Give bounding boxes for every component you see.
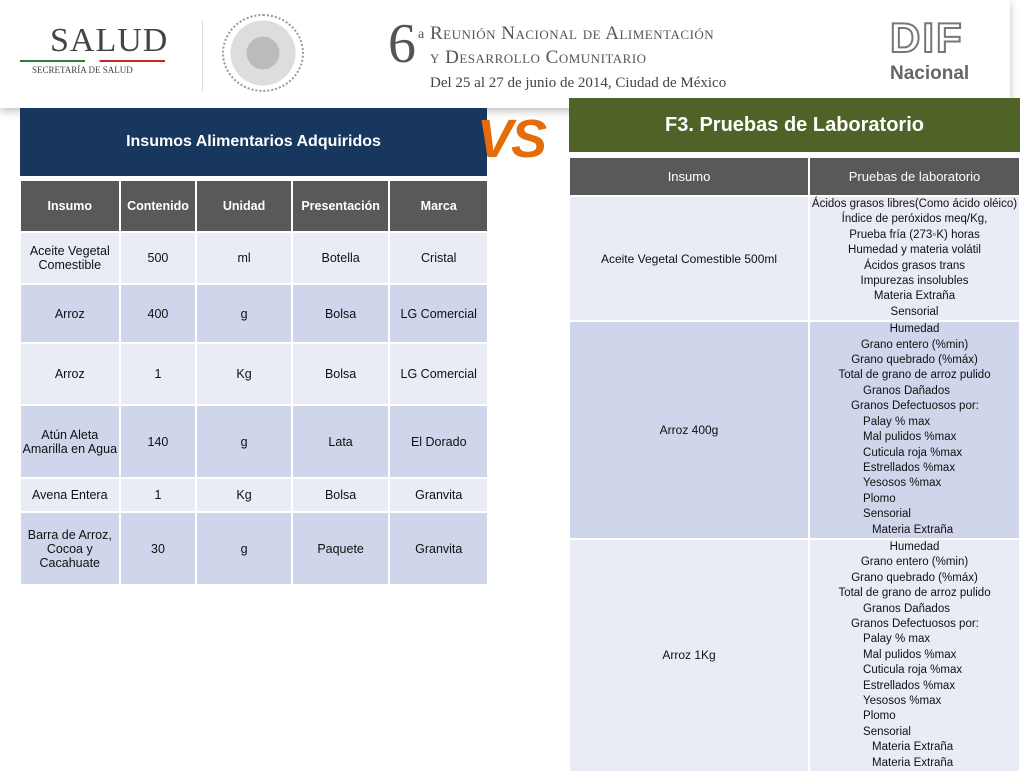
table-row [20,478,488,512]
test-item: Humedad [889,323,940,336]
table-cell: 1 [120,478,197,512]
table-cell: Paquete [292,512,390,585]
test-item: Yesosos %max [863,695,942,707]
table-cell: Bolsa [292,343,390,405]
table-row [20,343,488,405]
table-row [20,512,488,585]
event-title-line1: Reunión Nacional de Alimentación [430,23,715,44]
test-item: Granos Dañados [863,384,950,397]
column-header: Insumo [569,157,809,196]
test-item: Ácidos grasos libres(Como ácido oléico) [811,198,1018,210]
column-header: Marca [389,180,488,232]
table-cell: 30 [120,512,197,585]
table-cell: Bolsa [292,478,390,512]
test-item: Humedad [889,540,940,553]
left-table-title: Insumos Alimentarios Adquiridos [20,108,487,176]
test-item: Granos Defectuosos por: [851,617,979,630]
test-item: Plomo [863,492,896,505]
table-cell: Botella [292,232,390,284]
test-item: Sensorial [863,725,911,738]
table-cell: 500 [120,232,197,284]
salud-logo-line [20,60,165,62]
salud-subtitle: SECRETARÍA DE SALUD [32,65,133,75]
test-item: Materia Extraña [872,741,954,754]
test-item: Granos Dañados [863,602,950,615]
test-item: Cuticula roja %max [863,446,963,459]
table-cell: Arroz [20,284,120,343]
test-item: Grano quebrado (%máx) [851,354,978,367]
test-item: Total de grano de arroz pulido [838,587,991,600]
table-cell: LG Comercial [389,284,488,343]
dif-logo: DIF [890,14,964,61]
column-header: Presentación [292,180,390,232]
table-cell: Kg [196,478,291,512]
event-title-line2: y Desarrollo Comunitario [430,47,647,68]
test-item: Ácidos grasos trans [864,259,966,272]
table-cell: g [196,405,291,478]
column-header: Contenido [120,180,197,232]
table-cell: 140 [120,405,197,478]
mexico-seal-icon [222,14,304,92]
tests-cell [809,196,1020,321]
table-cell: Granvita [389,512,488,585]
table-cell: Atún Aleta Amarilla en Agua [20,405,120,478]
table-row [569,196,1020,321]
table-cell: LG Comercial [389,343,488,405]
table-cell: Granvita [389,478,488,512]
test-item: Granos Defectuosos por: [851,400,979,413]
table-header-row [20,180,488,232]
test-item: Yesosos %max [863,477,942,490]
test-item: Grano entero (%min) [860,338,969,351]
tests-cell [809,539,1020,772]
table-cell: ml [196,232,291,284]
table-row [569,539,1020,772]
test-item: Sensorial [890,305,939,318]
test-item: Índice de peróxidos meq/Kg, [841,213,988,226]
column-header: Insumo [20,180,120,232]
header-banner [0,0,1010,108]
table-cell: 1 [120,343,197,405]
test-item: Materia Extraña [872,523,954,536]
table-header-row [569,157,1020,196]
event-date: Del 25 al 27 de junio de 2014, Ciudad de México [430,75,727,91]
test-item: Humedad y materia volátil [848,244,981,257]
table-row [20,405,488,478]
insumo-cell: Arroz 1Kg [569,539,809,772]
test-item: Grano quebrado (%máx) [851,571,978,584]
table-cell: Kg [196,343,291,405]
vs-label: VS [477,109,546,169]
test-item: Grano entero (%min) [860,556,969,569]
table-cell: El Dorado [389,405,488,478]
lab-tests-table [568,156,1021,773]
table-cell: Barra de Arroz, Cocoa y Cacahuate [20,512,120,585]
insumo-cell: Arroz 400g [569,321,809,539]
test-item: Palay % max [863,415,931,428]
test-item: Mal pulidos %max [863,431,957,444]
event-number-sup: a [418,27,425,42]
salud-logo: SALUD [50,22,169,59]
test-item: Palay % max [863,633,931,646]
right-table-title: F3. Pruebas de Laboratorio [569,98,1020,152]
test-item: Sensorial [863,508,911,521]
test-item: Materia Extraña [872,756,954,769]
table-row [20,284,488,343]
test-item: Materia Extraña [873,290,956,303]
table-cell: g [196,284,291,343]
table-cell: Bolsa [292,284,390,343]
table-cell: g [196,512,291,585]
test-item: Plomo [863,710,896,723]
event-number: 6 [388,13,416,75]
test-item: Total de grano de arroz pulido [838,369,991,382]
insumo-cell: Aceite Vegetal Comestible 500ml [569,196,809,321]
table-cell: Avena Entera [20,478,120,512]
test-item: Cuticula roja %max [863,664,963,677]
table-row [569,321,1020,539]
column-header: Unidad [196,180,291,232]
test-item: Estrellados %max [863,679,956,692]
dif-subtitle: Nacional [890,63,970,84]
table-cell: Arroz [20,343,120,405]
test-item: Estrellados %max [863,461,956,474]
table-cell: Cristal [389,232,488,284]
table-row [20,232,488,284]
table-cell: 400 [120,284,197,343]
tests-cell [809,321,1020,539]
divider [202,20,203,92]
insumos-table [19,179,489,586]
test-item: Prueba fría (273◦K) horas [849,228,980,241]
table-cell: Lata [292,405,390,478]
table-cell: Aceite Vegetal Comestible [20,232,120,284]
test-item: Mal pulidos %max [863,648,957,661]
test-item: Impurezas insolubles [860,275,969,288]
column-header: Pruebas de laboratorio [809,157,1020,196]
